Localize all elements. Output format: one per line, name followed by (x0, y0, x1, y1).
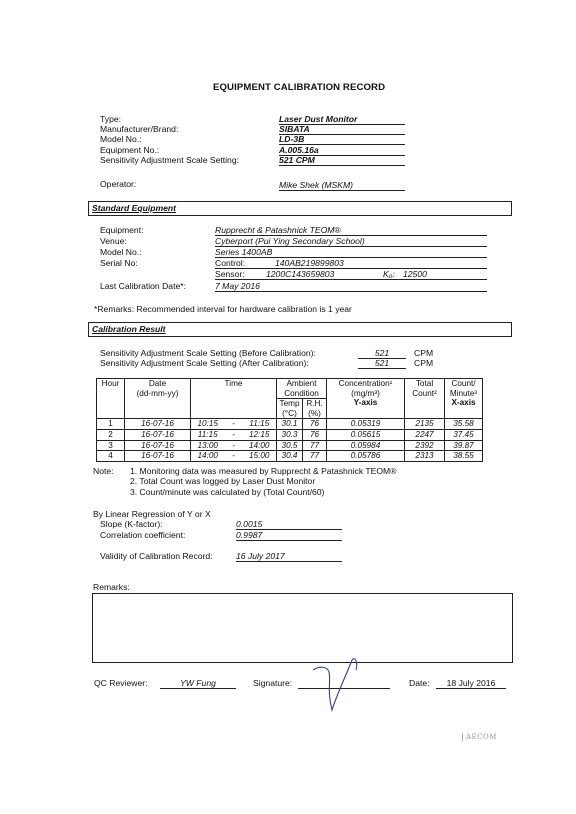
std-equipment-value: Rupprecht & Patashnick TEOM® (215, 225, 487, 236)
sensor-line (215, 269, 487, 280)
last-calibration-value: 7 May 2016 (215, 281, 487, 292)
note-label: Note: (93, 466, 114, 476)
before-label: Sensitivity Adjustment Scale Setting (Before Calibration): (100, 348, 316, 358)
table-row: 2 16-07-16 11:15 - 12:15 30.3 76 0.05615 2247 37.45 (97, 429, 483, 440)
std-model-value: Series 1400AB (215, 247, 487, 258)
brand-value: SIBATA (279, 124, 405, 135)
operator-value: Mike Shek (MSKM) (279, 180, 405, 191)
signature-mark (305, 652, 365, 718)
after-value: 521 (358, 358, 406, 369)
aecom-logo: AECOM (462, 733, 497, 741)
operator-label: Operator: (100, 179, 137, 189)
count-minute-header: Count/ Minute³ X-axis (445, 379, 483, 419)
table-row: 1 16-07-16 10:15 - 11:15 30.1 76 0.05319 2135 35.58 (97, 419, 483, 430)
std-model-label: Model No.: (100, 247, 142, 257)
last-calibration-label: Last Calibration Date*: (100, 281, 186, 291)
temp-header: Temp (°C) (277, 399, 303, 419)
concentration-header: Concentration¹ (mg/m³) Y-axis (327, 379, 405, 419)
total-count-header: Total Count² (405, 379, 445, 419)
calibration-result-header (88, 322, 512, 337)
type-value: Laser Dust Monitor (279, 114, 405, 125)
regression-label: By Linear Regression of Y or X (93, 509, 211, 519)
before-value: 521 (358, 348, 406, 359)
remarks-box (92, 593, 513, 663)
date-header: Date (dd-mm-yy) (125, 379, 191, 419)
table-row: 4 16-07-16 14:00 - 15:00 30.4 77 0.05786 2313 38.55 (97, 451, 483, 462)
model-label: Model No.: (100, 134, 142, 144)
venue-label: Venue: (100, 236, 127, 246)
ko-value: 12500 (403, 269, 427, 279)
signature-label: Signature: (253, 678, 293, 688)
equipment-no-value: A.005.16a (279, 145, 405, 156)
hour-header: Hour (97, 379, 125, 419)
after-label: Sensitivity Adjustment Scale Setting (After Calibration): (100, 358, 309, 368)
correlation-label: Correlation coefficient: (100, 530, 186, 540)
correlation-value: 0.9987 (236, 530, 342, 541)
type-label: Type: (100, 114, 122, 124)
validity-label: Validity of Calibration Record: (100, 551, 213, 561)
std-equipment-label: Equipment: (100, 225, 144, 235)
scale-label: Sensitivity Adjustment Scale Setting: (100, 155, 240, 165)
ko-label: K₀: (383, 269, 395, 279)
date-label: Date: (409, 678, 430, 688)
calibration-result-heading: Calibration Result (92, 324, 166, 334)
note-1: 1. Monitoring data was measured by Rupprecht & Patashnick TEOM® (130, 466, 397, 476)
after-unit: CPM (414, 358, 434, 368)
remarks-label: Remarks: (93, 582, 130, 592)
slope-value: 0.0015 (236, 519, 342, 530)
standard-equipment-heading: Standard Equipment (92, 203, 177, 213)
page-title: EQUIPMENT CALIBRATION RECORD (213, 82, 386, 93)
note-3: 3. Count/minute was calculated by (Total Count/60) (130, 487, 325, 497)
control-line (215, 258, 487, 269)
ambient-header: Ambient Condition (277, 379, 327, 399)
validity-value: 16 July 2017 (236, 551, 342, 562)
rh-header: R.H. (%) (303, 399, 327, 419)
table-row: 3 16-07-16 13:00 - 14:00 30.5 77 0.05984 2392 39.87 (97, 440, 483, 451)
control-label: Control: (215, 258, 246, 268)
standard-equipment-header (88, 201, 512, 216)
equipment-no-label: Equipment No.: (100, 145, 160, 155)
control-value: 140AB219899803 (275, 258, 344, 268)
time-header: Time (191, 379, 277, 419)
qc-reviewer-value: YW Fung (160, 678, 236, 689)
qc-reviewer-label: QC Reviewer: (94, 678, 148, 688)
serial-label: Serial No: (100, 258, 138, 268)
note-2: 2. Total Count was logged by Laser Dust Monitor (130, 476, 316, 486)
scale-value: 521 CPM (279, 155, 405, 166)
sensor-label: Sensor: (215, 269, 245, 279)
calibration-table (96, 378, 483, 462)
venue-value: Cyberport (Pui Ying Secondary School) (215, 236, 487, 247)
before-unit: CPM (414, 348, 434, 358)
slope-label: Slope (K-factor): (100, 519, 163, 529)
sensor-value: 1200C143659803 (266, 269, 335, 279)
brand-label: Manufacturer/Brand: (100, 124, 179, 134)
model-value: LD-3B (279, 134, 405, 145)
date-value: 18 July 2016 (436, 678, 506, 689)
hardware-remark: *Remarks: Recommended interval for hardware calibration is 1 year (94, 304, 352, 314)
